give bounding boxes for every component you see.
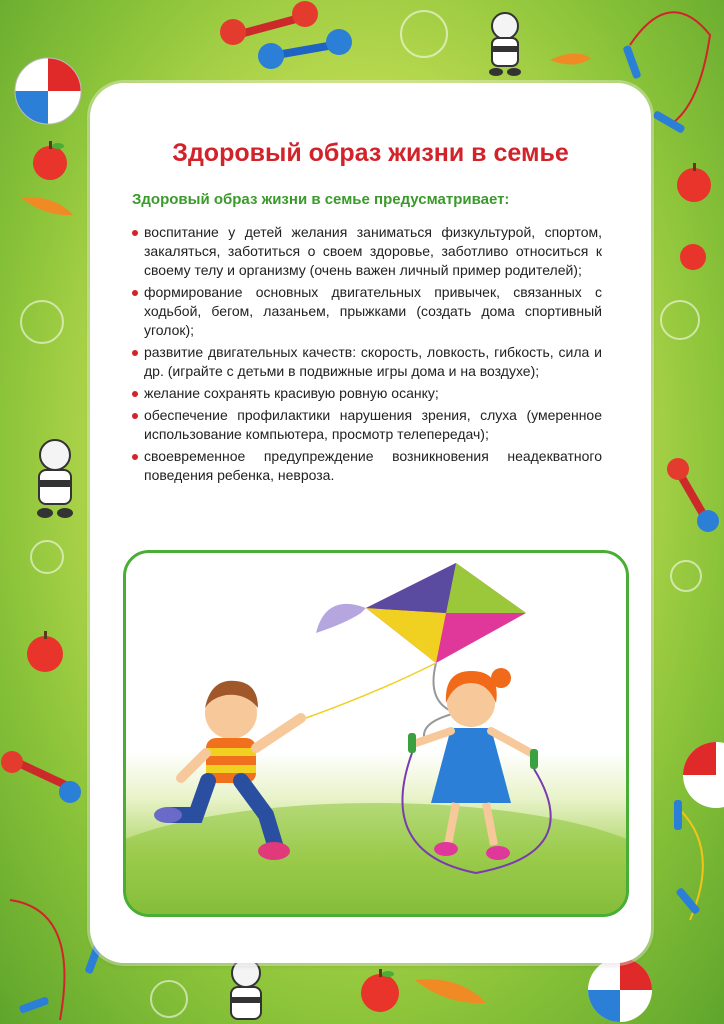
- toy-dog-icon: [480, 8, 530, 78]
- list-item: воспитание у детей желания заниматься физкультурой, спортом, закаляться, заботиться о своем здоровье, заботливо относиться к своему телу и организму (очень важен личный пример родителей);: [132, 223, 602, 280]
- list-item: желание сохранять красивую ровную осанку;: [132, 384, 602, 403]
- list-item: своевременное предупреждение возникновения неадекватного поведения ребенка, невроза.: [132, 447, 602, 485]
- illustration-frame: [123, 550, 629, 917]
- beach-ball-icon: [12, 55, 84, 127]
- dumbbell-icon: [255, 22, 355, 77]
- carrot-icon: [545, 40, 595, 80]
- dumbbell-icon: [215, 0, 325, 55]
- apple-icon: [355, 965, 405, 1015]
- apple-icon: [22, 628, 68, 674]
- apple-icon: [672, 160, 716, 204]
- beach-ball-icon: [585, 955, 655, 1024]
- carrot-icon: [410, 965, 490, 1015]
- jump-rope-icon: [650, 790, 724, 930]
- content-card: [90, 83, 651, 963]
- page-title: Здоровый образ жизни в семье: [172, 139, 569, 167]
- children-playing-illustration: [126, 553, 626, 914]
- dumbbell-icon: [660, 455, 724, 535]
- list-item: формирование основных двигательных привычек, связанных с ходьбой, бегом, лазаньем, прыжками (создать дома спортивный уголок);: [132, 283, 602, 340]
- apple-icon: [676, 238, 710, 272]
- apple-icon: [28, 138, 72, 182]
- carrot-icon: [15, 185, 75, 225]
- dumbbell-icon: [0, 740, 85, 810]
- beach-ball-icon: [680, 740, 724, 810]
- kite-icon: [316, 563, 526, 743]
- recommendations-list: [132, 223, 602, 488]
- subtitle: Здоровый образ жизни в семье предусматривает:: [132, 191, 510, 208]
- toy-dog-icon: [25, 435, 85, 520]
- list-item: обеспечение профилактики нарушения зрения, слуха (умеренное использование компьютера, просмотр телепередач);: [132, 406, 602, 444]
- list-item: развитие двигательных качеств: скорость, ловкость, гибкость, сила и др. (играйте с детьми в подвижные игры дома и на воздухе);: [132, 343, 602, 381]
- toy-dog-icon: [218, 955, 274, 1024]
